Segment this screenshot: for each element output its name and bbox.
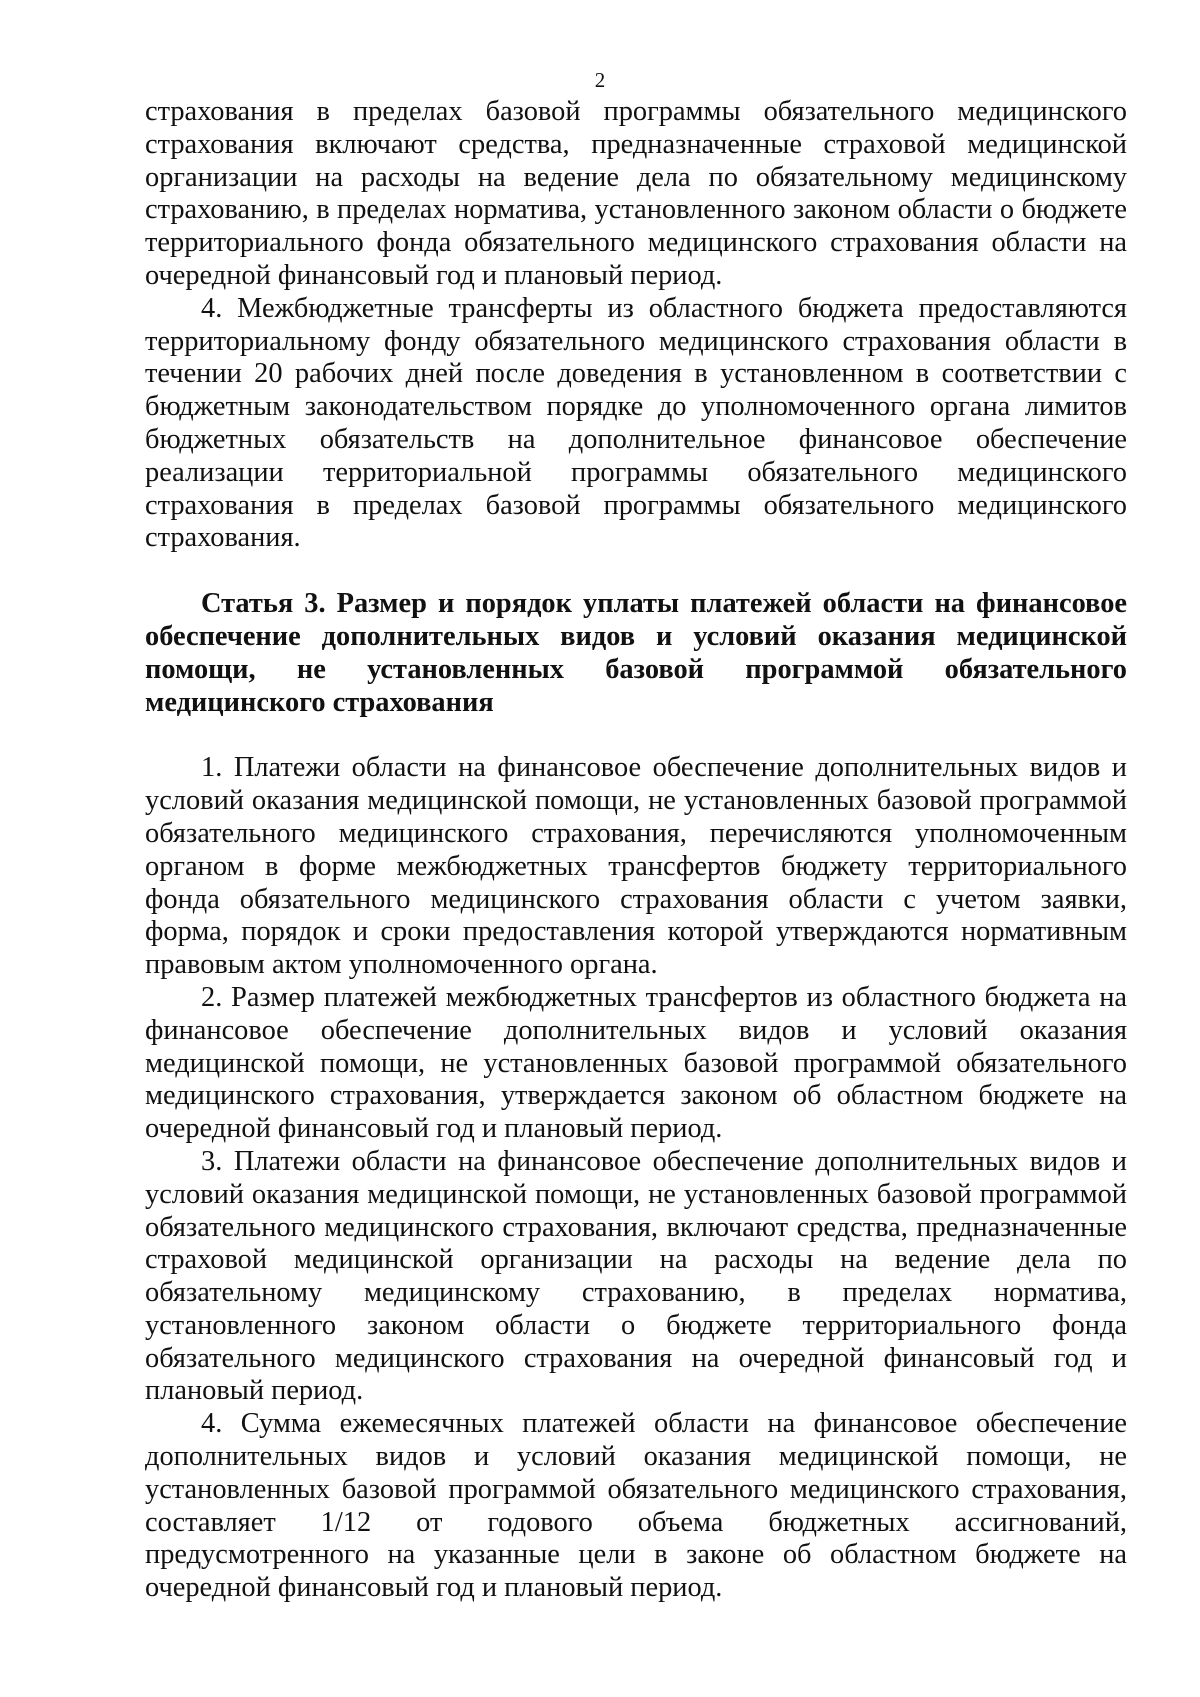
- article-3-paragraph-3: 3. Платежи области на финансовое обеспечение дополнительных видов и условий оказания медицинской помощи, не установленных базовой программой обязательного медицинского страхования, включают средства, предназначенные страховой медицинской организации на расходы на ведение дела по обязательному медицинскому страхованию, в пределах норматива, установленного законом области о бюджете территориального фонда обязательного медицинского страхования на очередной финансовый год и плановый период.: [145, 1145, 1127, 1407]
- document-body: [145, 96, 1127, 1605]
- article-3-paragraph-1: 1. Платежи области на финансовое обеспечение дополнительных видов и условий оказания медицинской помощи, не установленных базовой программой обязательного медицинского страхования, перечисляются уполномоченным органом в форме межбюджетных трансфертов бюджету территориального фонда обязательного медицинского страхования области с учетом заявки, форма, порядок и сроки предоставления которой утверждаются нормативным правовым актом уполномоченного органа.: [145, 752, 1127, 981]
- spacer: [145, 555, 1127, 588]
- article-3-title: Статья 3. Размер и порядок уплаты платежей области на финансовое обеспечение дополнительных видов и условий оказания медицинской помощи, не установленных базовой программой обязательного медицинского страхования: [145, 588, 1127, 718]
- spacer: [145, 719, 1127, 752]
- article-3-paragraph-4: 4. Сумма ежемесячных платежей области на финансовое обеспечение дополнительных видов и условий оказания медицинской помощи, не установленных базовой программой обязательного медицинского страхования, составляет 1/12 от годового объема бюджетных ассигнований, предусмотренного на указанные цели в законе об областном бюджете на очередной финансовый год и плановый период.: [145, 1408, 1127, 1604]
- article-3-paragraph-2: 2. Размер платежей межбюджетных трансфертов из областного бюджета на финансовое обеспечение дополнительных видов и условий оказания медицинской помощи, не установленных базовой программой обязательного медицинского страхования, утверждается законом об областном бюджете на очередной финансовый год и плановый период.: [145, 981, 1127, 1145]
- paragraph-4-transfers: 4. Межбюджетные трансферты из областного бюджета предоставляются территориальному фонду обязательного медицинского страхования области в течении 20 рабочих дней после доведения в установленном в соответствии с бюджетным законодательством порядке до уполномоченного органа лимитов бюджетных обязательств на дополнительное финансовое обеспечение реализации территориальной программы обязательного медицинского страхования в пределах базовой программы обязательного медицинского страхования.: [145, 292, 1127, 554]
- paragraph-continuation: страхования в пределах базовой программы обязательного медицинского страхования включают средства, предназначенные страховой медицинской организации на расходы на ведение дела по обязательному медицинскому страхованию, в пределах норматива, установленного законом области о бюджете территориального фонда обязательного медицинского страхования области на очередной финансовый год и плановый период.: [145, 96, 1127, 291]
- page-number: 2: [594, 68, 606, 92]
